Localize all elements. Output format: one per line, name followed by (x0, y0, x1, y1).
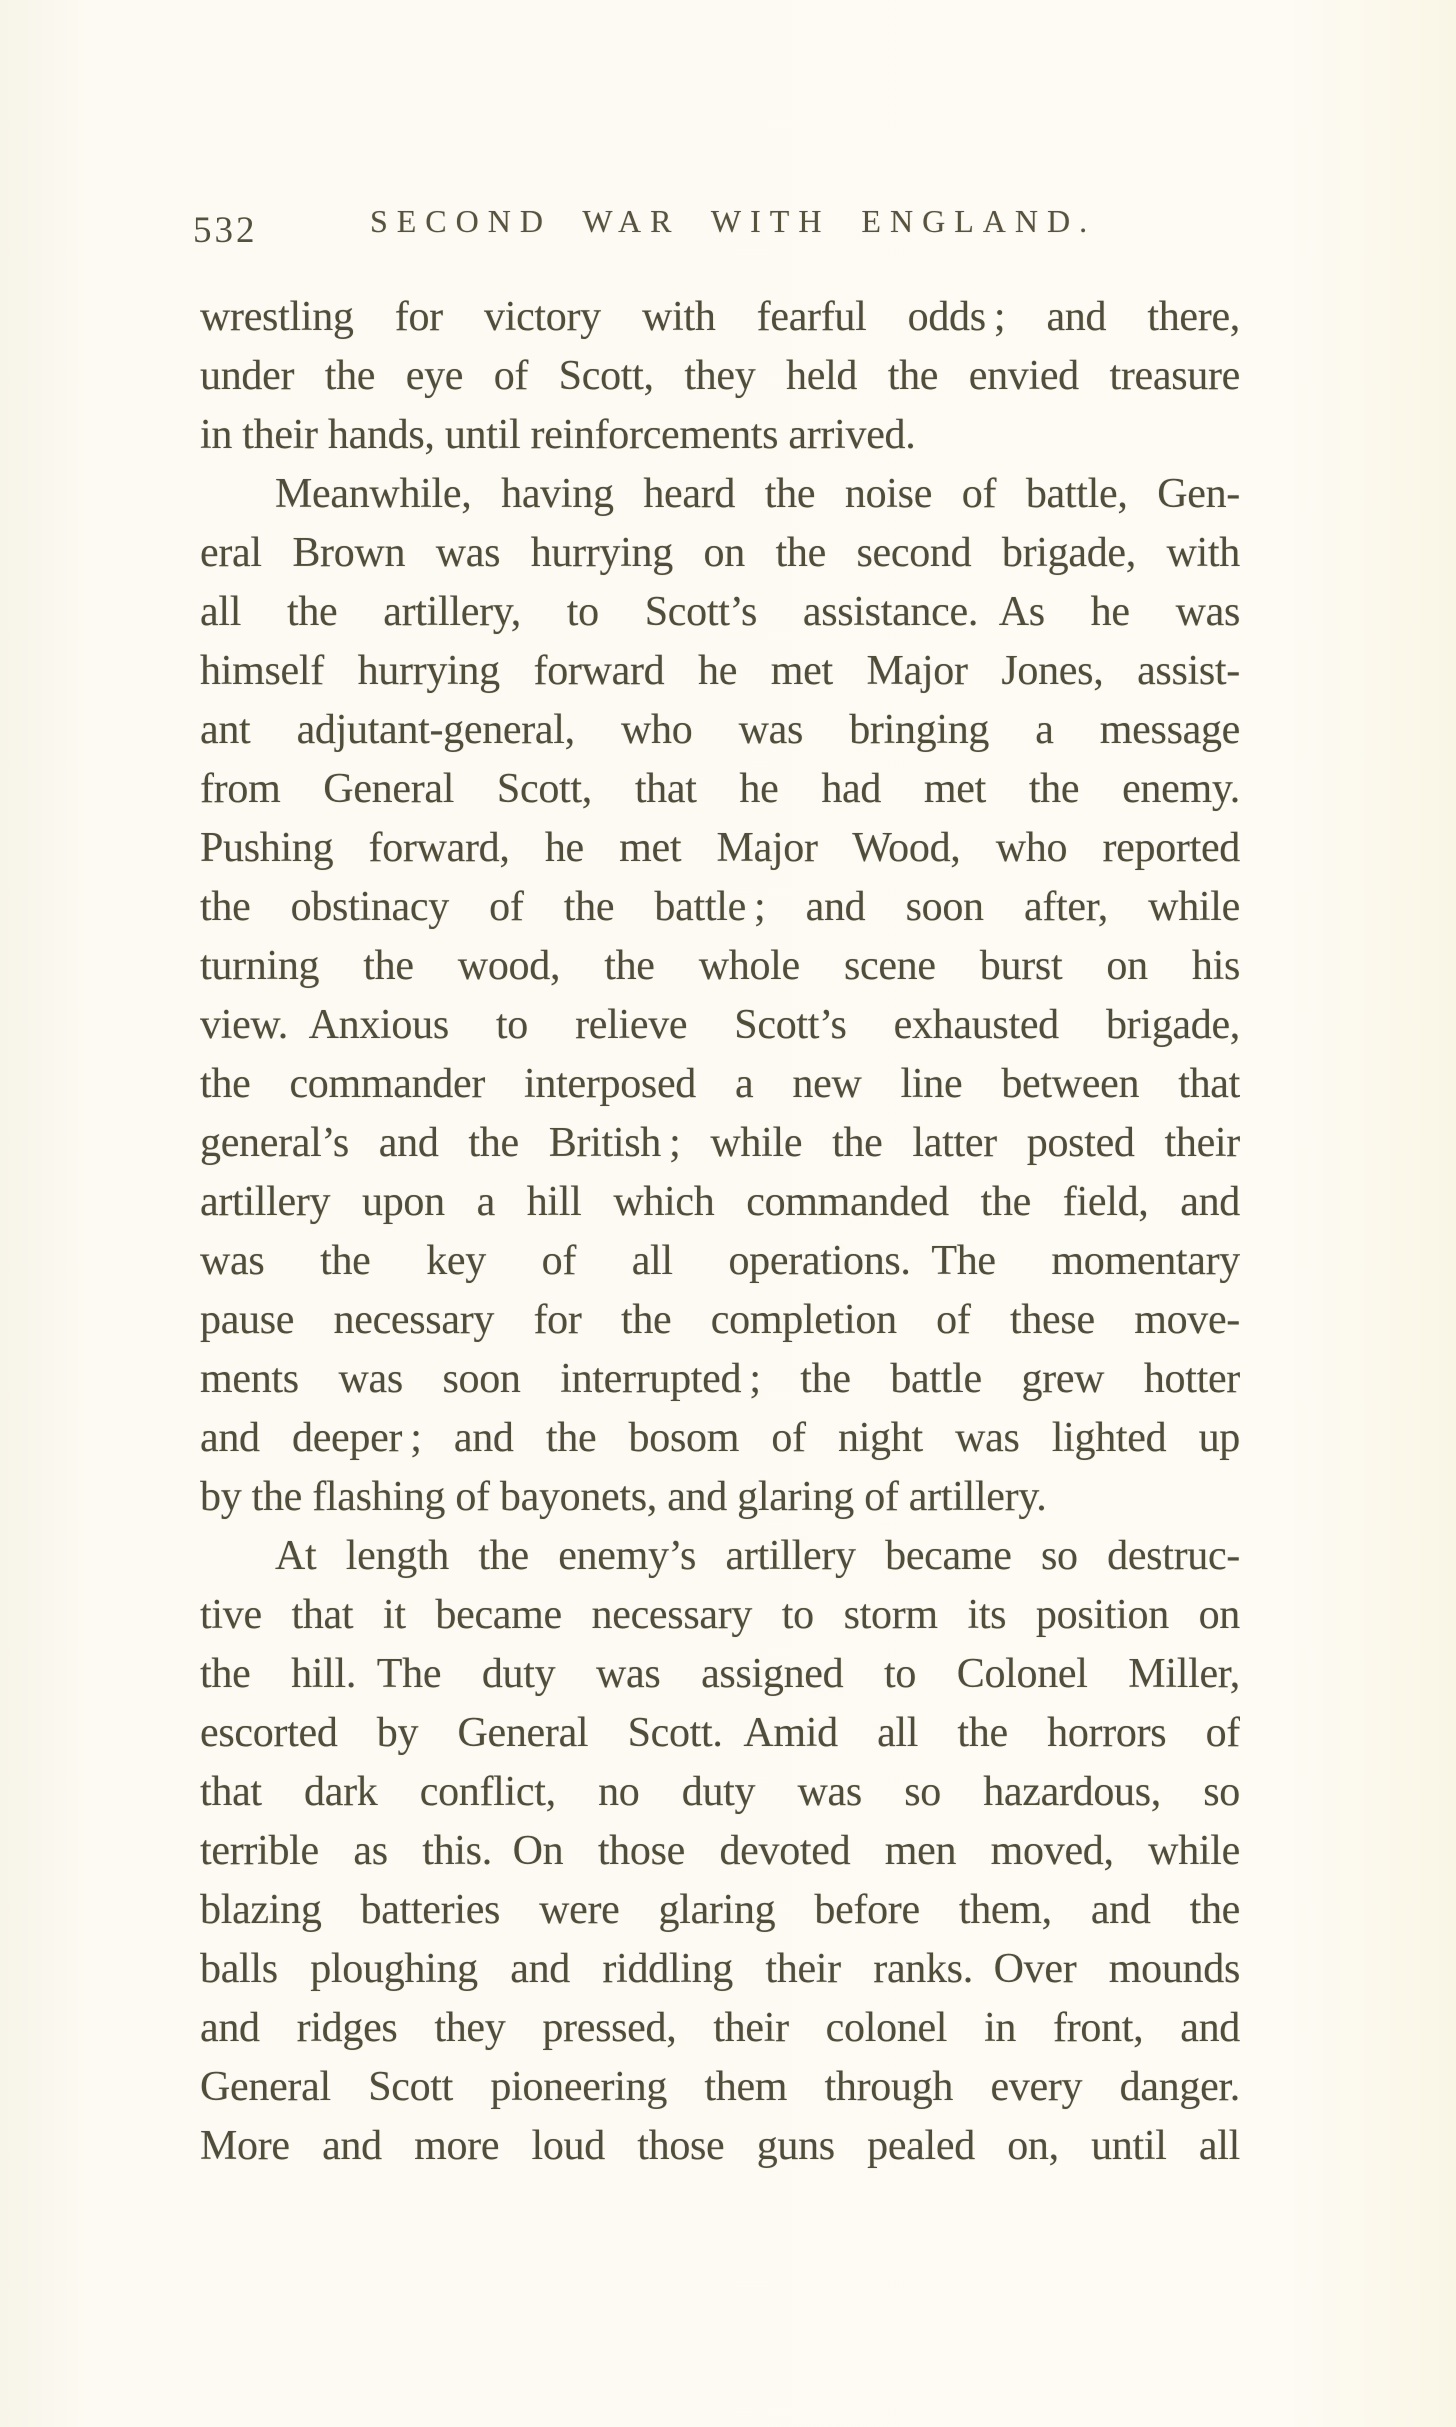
text-line: escorted by General Scott. Amid all the horrors of (200, 1710, 1240, 1756)
text-line: the hill. The duty was assigned to Colonel Miller, (200, 1651, 1240, 1697)
text-line: and deeper ; and the bosom of night was lighted up (200, 1415, 1240, 1461)
text-line: eral Brown was hurrying on the second brigade, with (200, 530, 1240, 576)
page-number: 532 (193, 210, 258, 251)
text-line: was the key of all operations. The momentary (200, 1238, 1240, 1284)
text-line: turning the wood, the whole scene burst on his (200, 943, 1240, 989)
running-header-title: SECOND WAR WITH ENGLAND. (369, 203, 1097, 239)
text-line: from General Scott, that he had met the enemy. (200, 766, 1240, 812)
text-line: General Scott pioneering them through every danger. (200, 2064, 1240, 2110)
text-line: view. Anxious to relieve Scott’s exhausted brigade, (200, 1002, 1240, 1048)
text-line: by the flashing of bayonets, and glaring of artillery. (200, 1474, 1047, 1520)
text-line: the commander interposed a new line between that (200, 1061, 1240, 1107)
text-line: and ridges they pressed, their colonel in front, and (200, 2005, 1240, 2051)
text-line: ant adjutant-general, who was bringing a message (200, 707, 1240, 753)
text-line: himself hurrying forward he met Major Jones, assist- (200, 648, 1240, 694)
text-line: artillery upon a hill which commanded the field, and (200, 1179, 1240, 1225)
text-line: ments was soon interrupted ; the battle grew hotter (200, 1356, 1240, 1402)
text-line: general’s and the British ; while the latter posted their (200, 1120, 1240, 1166)
text-line: all the artillery, to Scott’s assistance. As he was (200, 589, 1240, 635)
text-line: in their hands, until reinforcements arrived. (200, 412, 916, 458)
text-line: the obstinacy of the battle ; and soon after, while (200, 884, 1240, 930)
text-line: wrestling for victory with fearful odds ; and there, (200, 294, 1240, 340)
page-header (193, 203, 1243, 255)
text-line: Meanwhile, having heard the noise of battle, Gen- (275, 471, 1240, 517)
text-line: terrible as this. On those devoted men moved, while (200, 1828, 1240, 1874)
page-text (200, 288, 1240, 2176)
text-line: At length the enemy’s artillery became so destruc- (275, 1533, 1240, 1579)
text-line: blazing batteries were glaring before them, and the (200, 1887, 1240, 1933)
text-line: that dark conflict, no duty was so hazardous, so (200, 1769, 1240, 1815)
text-line: pause necessary for the completion of these move- (200, 1297, 1240, 1343)
text-line: Pushing forward, he met Major Wood, who reported (200, 825, 1240, 871)
text-line: balls ploughing and riddling their ranks. Over mounds (200, 1946, 1240, 1992)
text-line: More and more loud those guns pealed on, until all (200, 2123, 1240, 2169)
text-line: tive that it became necessary to storm its position on (200, 1592, 1240, 1638)
text-line: under the eye of Scott, they held the envied treasure (200, 353, 1240, 399)
